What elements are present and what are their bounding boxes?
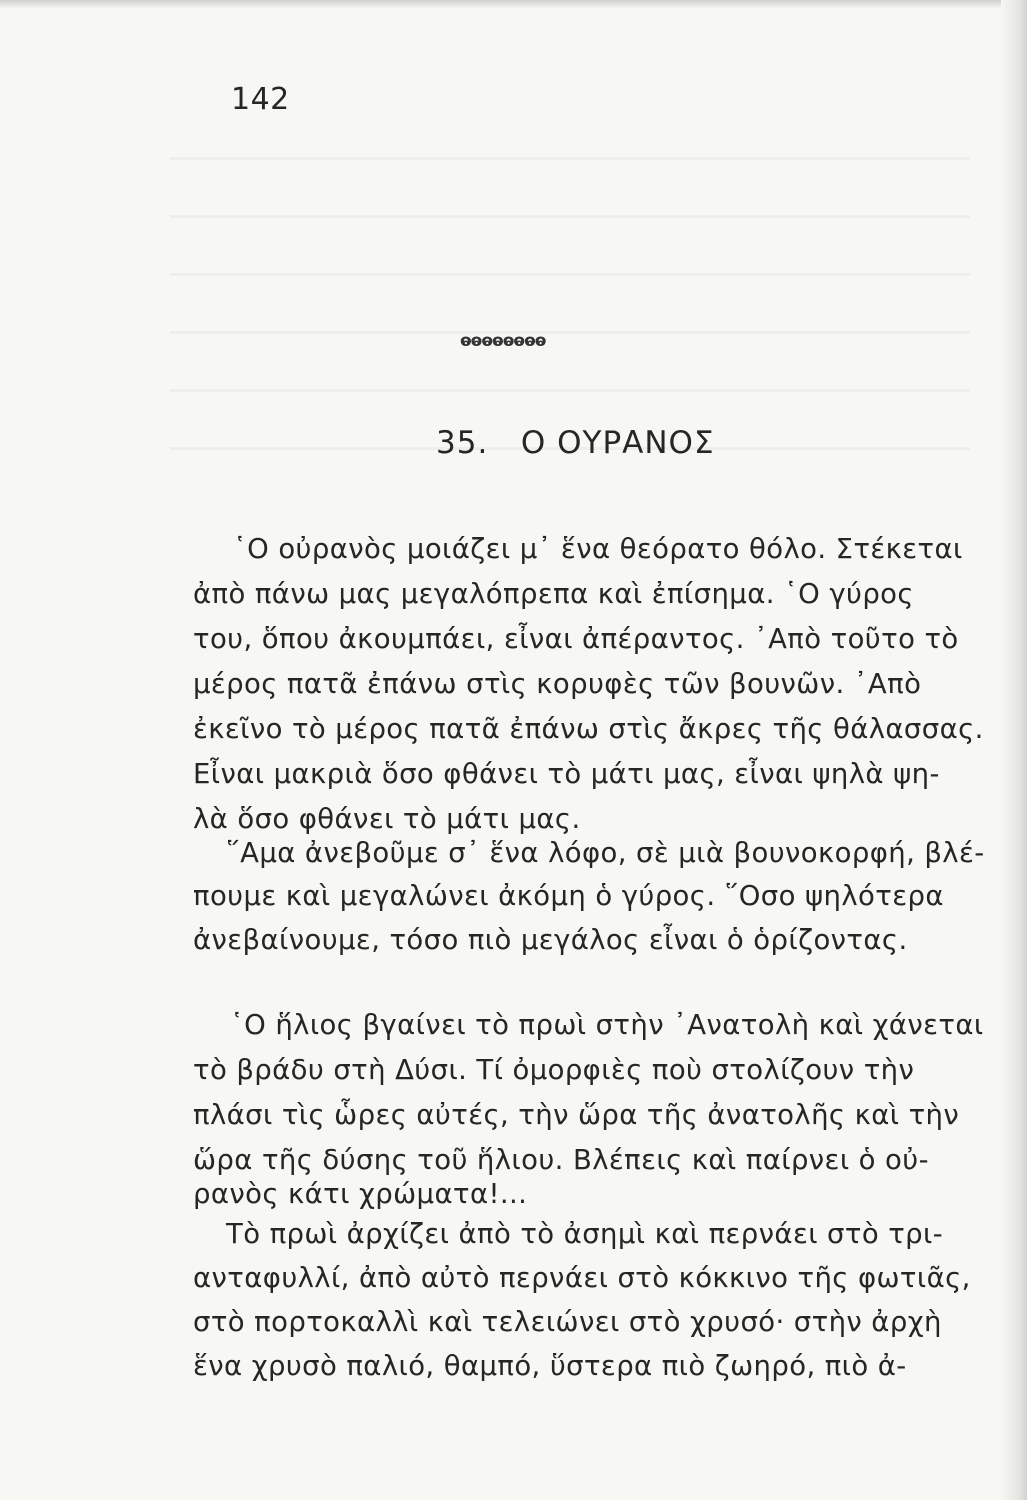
text-line: ἀνεβαίνουμε, τόσο πιὸ μεγάλος εἶναι ὁ ὁρίζοντας. — [193, 924, 908, 956]
text-line: ἀπὸ πάνω μας μεγαλόπρεπα καὶ ἐπίσημα. ῾Ο γύρος — [193, 578, 914, 610]
page-top-edge — [0, 0, 1027, 8]
text-line: Εἶναι μακριὰ ὅσο φθάνει τὸ μάτι μας, εἶναι ψηλὰ ψη- — [193, 758, 940, 790]
text-line: πλάσι τὶς ὧρες αὐτές, τὴν ὥρα τῆς ἀνατολῆς καὶ τὴν — [193, 1099, 960, 1131]
text-line: στὸ πορτοκαλλὶ καὶ τελειώνει στὸ χρυσό· στὴν ἀρχὴ — [193, 1306, 942, 1338]
text-line: του, ὅπου ἀκουμπάει, εἶναι ἀπέραντος. ᾽Απὸ τοῦτο τὸ — [193, 623, 959, 655]
text-line: ῞Αμα ἀνεβοῦμε σ᾽ ἕνα λόφο, σὲ μιὰ βουνοκορφή, βλέ- — [226, 837, 985, 869]
text-line: ῾Ο ἥλιος βγαίνει τὸ πρωὶ στὴν ᾽Ανατολὴ καὶ χάνεται — [230, 1009, 984, 1041]
text-line: πουμε καὶ μεγαλώνει ἀκόμη ὁ γύρος. ῞Οσο ψηλότερα — [193, 880, 944, 912]
text-line: ἐκεῖνο τὸ μέρος πατᾶ ἐπάνω στὶς ἄκρες τῆς θάλασσας. — [193, 713, 984, 745]
text-line: ἕνα χρυσὸ παλιό, θαμπό, ὕστερα πιὸ ζωηρό, πιὸ ἀ- — [193, 1350, 907, 1382]
page-binding-shadow — [1001, 0, 1027, 1500]
page-number: 142 — [231, 82, 290, 117]
ornament-divider: ⱺⱺⱺⱺⱺⱺⱺⱺ — [460, 331, 546, 351]
text-line: μέρος πατᾶ ἐπάνω στὶς κορυφὲς τῶν βουνῶν. ᾽Απὸ — [193, 668, 922, 700]
text-line: ὥρα τῆς δύσης τοῦ ἥλιου. Βλέπεις καὶ παίρνει ὁ οὐ- — [193, 1144, 929, 1176]
text-line: Τὸ πρωὶ ἀρχίζει ἀπὸ τὸ ἀσημὶ καὶ περνάει στὸ τρι- — [226, 1218, 944, 1250]
text-line: ῾Ο οὐρανὸς μοιάζει μ᾽ ἕνα θεόρατο θόλο. Στέκεται — [233, 533, 963, 565]
chapter-title: 35. Ο ΟΥΡΑΝΟΣ — [436, 425, 715, 461]
text-line: λὰ ὅσο φθάνει τὸ μάτι μας. — [193, 803, 581, 835]
text-line: τὸ βράδυ στὴ Δύσι. Τί ὀμορφιὲς ποὺ στολίζουν τὴν — [193, 1054, 915, 1086]
text-line: ρανὸς κάτι χρώματα!... — [193, 1178, 528, 1210]
text-line: ανταφυλλί, ἀπὸ αὐτὸ περνάει στὸ κόκκινο τῆς φωτιᾶς, — [193, 1262, 971, 1294]
show-through-texture — [170, 150, 970, 450]
